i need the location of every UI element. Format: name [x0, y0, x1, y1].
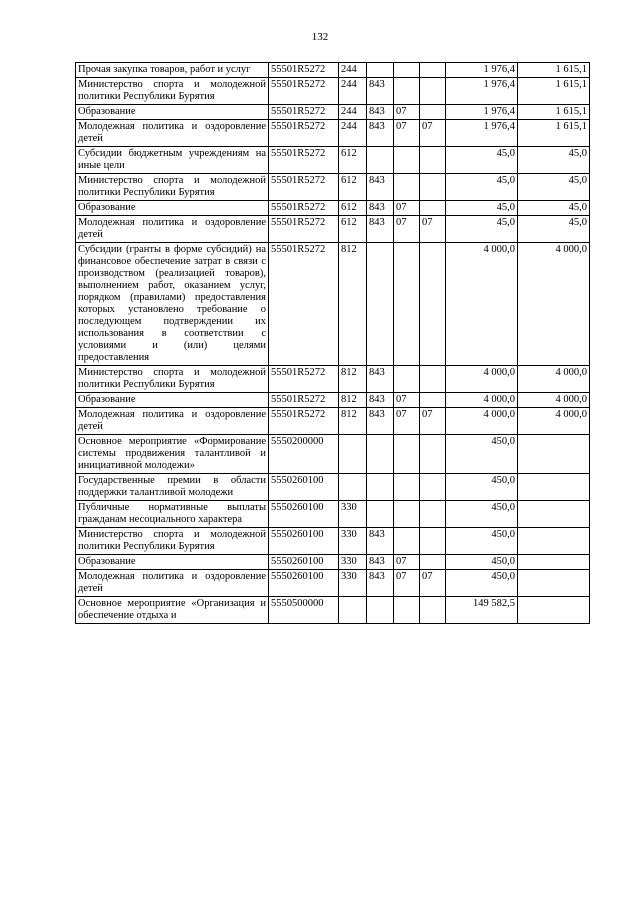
cell-name: Образование [76, 201, 269, 216]
cell-amount-year1: 450,0 [446, 555, 518, 570]
cell-amount-year2: 4 000,0 [518, 243, 590, 366]
cell-target-article: 55501R5272 [269, 78, 339, 105]
cell-subsection [420, 393, 446, 408]
cell-target-article: 55501R5272 [269, 366, 339, 393]
cell-expense-type: 330 [339, 501, 367, 528]
cell-name: Основное мероприятие «Формирование системы продвижения талантливой и инициативной молодежи» [76, 435, 269, 474]
cell-section [394, 597, 420, 624]
cell-name: Министерство спорта и молодежной политики Республики Бурятия [76, 366, 269, 393]
table-row [76, 78, 590, 105]
cell-ministry-code [367, 474, 394, 501]
cell-expense-type: 244 [339, 78, 367, 105]
table-row [76, 570, 590, 597]
cell-subsection [420, 243, 446, 366]
cell-section [394, 78, 420, 105]
table-row [76, 435, 590, 474]
cell-amount-year1: 45,0 [446, 216, 518, 243]
cell-section: 07 [394, 555, 420, 570]
cell-amount-year1: 4 000,0 [446, 408, 518, 435]
cell-target-article: 55501R5272 [269, 120, 339, 147]
page-number: 132 [311, 31, 329, 43]
cell-expense-type: 812 [339, 243, 367, 366]
table-row [76, 501, 590, 528]
cell-target-article: 55501R5272 [269, 105, 339, 120]
cell-expense-type: 812 [339, 408, 367, 435]
cell-expense-type: 812 [339, 366, 367, 393]
cell-section [394, 501, 420, 528]
cell-name: Министерство спорта и молодежной политики Республики Бурятия [76, 174, 269, 201]
cell-amount-year1: 4 000,0 [446, 393, 518, 408]
cell-amount-year2: 45,0 [518, 174, 590, 201]
cell-name: Образование [76, 555, 269, 570]
cell-name: Прочая закупка товаров, работ и услуг [76, 63, 269, 78]
cell-target-article: 55501R5272 [269, 408, 339, 435]
cell-expense-type [339, 474, 367, 501]
cell-subsection [420, 435, 446, 474]
cell-amount-year1: 4 000,0 [446, 243, 518, 366]
table-row [76, 105, 590, 120]
cell-amount-year1: 1 976,4 [446, 78, 518, 105]
cell-section: 07 [394, 120, 420, 147]
table-row [76, 597, 590, 624]
cell-amount-year1: 450,0 [446, 474, 518, 501]
cell-ministry-code: 843 [367, 105, 394, 120]
cell-ministry-code [367, 435, 394, 474]
cell-ministry-code: 843 [367, 174, 394, 201]
cell-section [394, 243, 420, 366]
cell-ministry-code: 843 [367, 393, 394, 408]
cell-amount-year1: 149 582,5 [446, 597, 518, 624]
cell-subsection [420, 501, 446, 528]
cell-target-article: 5550260100 [269, 570, 339, 597]
cell-name: Молодежная политика и оздоровление детей [76, 570, 269, 597]
cell-name: Молодежная политика и оздоровление детей [76, 408, 269, 435]
cell-section: 07 [394, 393, 420, 408]
cell-amount-year2: 1 615,1 [518, 120, 590, 147]
cell-subsection [420, 366, 446, 393]
cell-amount-year2 [518, 555, 590, 570]
table-row [76, 474, 590, 501]
cell-name: Основное мероприятие «Организация и обеспечение отдыха и [76, 597, 269, 624]
cell-target-article: 55501R5272 [269, 174, 339, 201]
cell-ministry-code [367, 597, 394, 624]
cell-name: Образование [76, 105, 269, 120]
cell-ministry-code: 843 [367, 78, 394, 105]
table-row [76, 120, 590, 147]
cell-amount-year2: 45,0 [518, 216, 590, 243]
cell-ministry-code: 843 [367, 570, 394, 597]
cell-expense-type: 244 [339, 105, 367, 120]
table-row [76, 63, 590, 78]
cell-name: Субсидии бюджетным учреждениям на иные цели [76, 147, 269, 174]
cell-expense-type: 612 [339, 147, 367, 174]
cell-amount-year2 [518, 474, 590, 501]
cell-name: Образование [76, 393, 269, 408]
cell-expense-type: 330 [339, 528, 367, 555]
cell-subsection [420, 474, 446, 501]
cell-amount-year1: 1 976,4 [446, 63, 518, 78]
cell-section [394, 147, 420, 174]
cell-expense-type [339, 597, 367, 624]
cell-amount-year2: 4 000,0 [518, 408, 590, 435]
cell-section: 07 [394, 408, 420, 435]
cell-amount-year1: 450,0 [446, 570, 518, 597]
table-row [76, 393, 590, 408]
cell-target-article: 55501R5272 [269, 393, 339, 408]
cell-amount-year2: 1 615,1 [518, 63, 590, 78]
cell-ministry-code: 843 [367, 528, 394, 555]
cell-target-article: 55501R5272 [269, 63, 339, 78]
cell-target-article: 5550500000 [269, 597, 339, 624]
cell-expense-type: 330 [339, 570, 367, 597]
cell-section: 07 [394, 105, 420, 120]
cell-subsection: 07 [420, 408, 446, 435]
cell-subsection [420, 147, 446, 174]
cell-amount-year2: 4 000,0 [518, 393, 590, 408]
cell-target-article: 5550260100 [269, 501, 339, 528]
cell-subsection [420, 555, 446, 570]
cell-expense-type [339, 435, 367, 474]
table-row [76, 366, 590, 393]
cell-subsection: 07 [420, 120, 446, 147]
cell-amount-year1: 450,0 [446, 528, 518, 555]
cell-target-article: 55501R5272 [269, 147, 339, 174]
cell-subsection [420, 63, 446, 78]
cell-ministry-code: 843 [367, 366, 394, 393]
cell-subsection [420, 105, 446, 120]
table-row [76, 243, 590, 366]
cell-name: Субсидии (гранты в форме субсидий) на финансовое обеспечение затрат в связи с производством (реализацией товаров), выполнением работ, оказанием услуг, порядком (правилами) предоставления которых установлено требование о последующем подтверждении их использования в соответствии с условиями и (или) целями предоставления [76, 243, 269, 366]
budget-table [75, 62, 590, 624]
cell-expense-type: 244 [339, 63, 367, 78]
table-row [76, 528, 590, 555]
table-row [76, 201, 590, 216]
cell-amount-year2 [518, 570, 590, 597]
cell-ministry-code [367, 501, 394, 528]
cell-target-article: 5550260100 [269, 555, 339, 570]
cell-amount-year2 [518, 597, 590, 624]
table-row [76, 216, 590, 243]
cell-subsection [420, 201, 446, 216]
cell-section [394, 366, 420, 393]
cell-expense-type: 244 [339, 120, 367, 147]
cell-target-article: 5550260100 [269, 528, 339, 555]
cell-section [394, 528, 420, 555]
cell-subsection: 07 [420, 216, 446, 243]
cell-amount-year2: 4 000,0 [518, 366, 590, 393]
cell-expense-type: 612 [339, 216, 367, 243]
cell-amount-year2 [518, 501, 590, 528]
cell-expense-type: 612 [339, 201, 367, 216]
cell-amount-year1: 1 976,4 [446, 105, 518, 120]
cell-target-article: 55501R5272 [269, 243, 339, 366]
cell-subsection [420, 174, 446, 201]
cell-name: Министерство спорта и молодежной политики Республики Бурятия [76, 528, 269, 555]
cell-amount-year2: 1 615,1 [518, 105, 590, 120]
cell-name: Публичные нормативные выплаты гражданам несоциального характера [76, 501, 269, 528]
cell-section: 07 [394, 216, 420, 243]
cell-ministry-code [367, 243, 394, 366]
cell-name: Министерство спорта и молодежной политики Республики Бурятия [76, 78, 269, 105]
cell-amount-year2: 45,0 [518, 201, 590, 216]
cell-section [394, 174, 420, 201]
table-row [76, 408, 590, 435]
table-row [76, 174, 590, 201]
cell-section [394, 63, 420, 78]
cell-target-article: 5550200000 [269, 435, 339, 474]
cell-section [394, 474, 420, 501]
cell-target-article: 55501R5272 [269, 201, 339, 216]
cell-amount-year1: 1 976,4 [446, 120, 518, 147]
cell-ministry-code: 843 [367, 216, 394, 243]
cell-amount-year1: 450,0 [446, 435, 518, 474]
cell-amount-year1: 450,0 [446, 501, 518, 528]
cell-amount-year1: 45,0 [446, 201, 518, 216]
cell-ministry-code [367, 63, 394, 78]
cell-amount-year2: 45,0 [518, 147, 590, 174]
cell-subsection [420, 528, 446, 555]
cell-expense-type: 812 [339, 393, 367, 408]
cell-subsection [420, 597, 446, 624]
cell-section: 07 [394, 201, 420, 216]
cell-ministry-code: 843 [367, 120, 394, 147]
cell-section [394, 435, 420, 474]
cell-amount-year1: 45,0 [446, 174, 518, 201]
cell-expense-type: 330 [339, 555, 367, 570]
cell-target-article: 55501R5272 [269, 216, 339, 243]
cell-subsection: 07 [420, 570, 446, 597]
cell-ministry-code: 843 [367, 408, 394, 435]
table-row [76, 555, 590, 570]
cell-amount-year2 [518, 528, 590, 555]
cell-expense-type: 612 [339, 174, 367, 201]
cell-ministry-code: 843 [367, 201, 394, 216]
table-body [76, 63, 590, 624]
cell-name: Государственные премии в области поддержки талантливой молодежи [76, 474, 269, 501]
cell-target-article: 5550260100 [269, 474, 339, 501]
cell-name: Молодежная политика и оздоровление детей [76, 120, 269, 147]
table-row [76, 147, 590, 174]
cell-amount-year2: 1 615,1 [518, 78, 590, 105]
cell-amount-year1: 45,0 [446, 147, 518, 174]
cell-section: 07 [394, 570, 420, 597]
cell-amount-year1: 4 000,0 [446, 366, 518, 393]
cell-ministry-code [367, 147, 394, 174]
cell-subsection [420, 78, 446, 105]
cell-ministry-code: 843 [367, 555, 394, 570]
cell-amount-year2 [518, 435, 590, 474]
cell-name: Молодежная политика и оздоровление детей [76, 216, 269, 243]
